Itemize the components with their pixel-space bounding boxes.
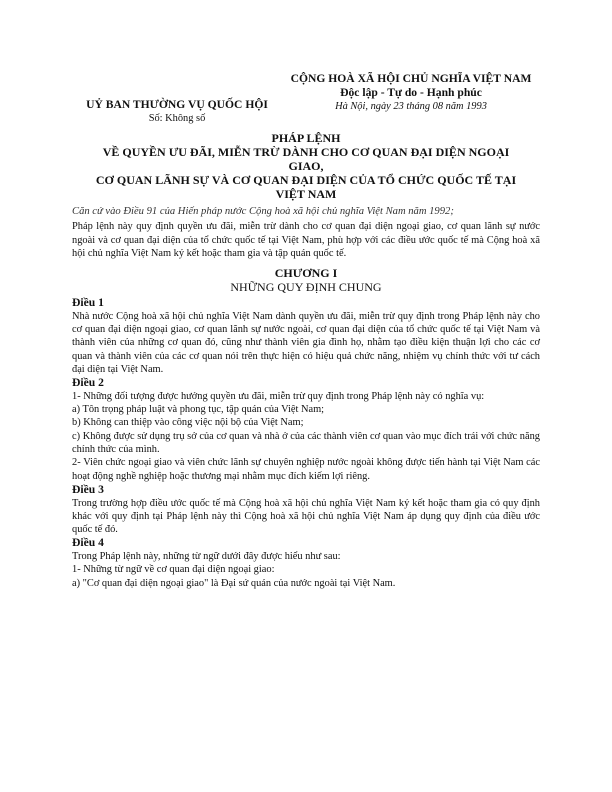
article-2-point-a: a) Tôn trọng pháp luật và phong tục, tập quán của Việt Nam; (72, 404, 325, 416)
document-page (72, 72, 540, 590)
document-type: PHÁP LỆNH (271, 131, 341, 145)
article-3-heading: Điều 3 (72, 482, 104, 496)
preamble-paragraph: Pháp lệnh này quy định quyền ưu đãi, miễn trừ dành cho cơ quan đại diện ngoại giao, cơ quan lãnh sự nước ngoài và cơ quan đại diện của tổ chức quốc tế tại Việt Nam, phù hợp với các điều ước quốc tế mà Cộng hoà xã hội chủ nghĩa Việt Nam ký kết hoặc tham gia và tập quán quốc tế. (72, 221, 540, 259)
article-4-heading: Điều 4 (72, 536, 104, 550)
country-name: CỘNG HOÀ XÃ HỘI CHỦ NGHĨA VIỆT NAM (290, 72, 532, 85)
article-1-heading: Điều 1 (72, 296, 104, 310)
article-2-clause-1: 1- Những đối tượng được hưởng quyền ưu đãi, miễn trừ quy định trong Pháp lệnh này có nghĩa vụ: (72, 390, 485, 402)
document-number: Số: Không số (148, 112, 206, 124)
national-heading-block (282, 72, 540, 125)
issue-date: Hà Nội, ngày 23 tháng 08 năm 1993 (335, 100, 487, 112)
article-2-point-b: b) Không can thiệp vào công việc nội bộ của Việt Nam; (72, 417, 304, 429)
title-line-1: VỀ QUYỀN ƯU ĐÃI, MIỄN TRỪ DÀNH CHO CƠ QUAN ĐẠI DIỆN NGOẠI GIAO, (102, 145, 510, 173)
article-2-point-c: c) Không được sử dụng trụ sở của cơ quan và nhà ở của các thành viên cơ quan vào mục đích trái với chức năng chính thức của mình. (72, 430, 540, 456)
article-1-text: Nhà nước Cộng hoà xã hội chủ nghĩa Việt Nam dành quyền ưu đãi, miễn trừ quy định trong Pháp lệnh này cho cơ quan đại diện ngoại giao, cơ quan lãnh sự nước ngoài, cơ quan đại diện của tổ chức quốc tế tại Việt Nam và thành viên của những cơ quan đó, cũng như thành viên gia đình họ, nhằm tạo điều kiện thuận lợi cho các cơ quan và thành viên của các cơ quan nói trên thực hiện có hiệu quả chức năng, nhiệm vụ chính thức với tư cách đại diện tại Việt Nam. (72, 310, 540, 375)
document-header (72, 72, 540, 125)
article-2-heading: Điều 2 (72, 376, 104, 390)
national-motto: Độc lập - Tự do - Hạnh phúc (340, 85, 482, 99)
article-2-clause-2: 2- Viên chức ngoại giao và viên chức lãnh sự chuyên nghiệp nước ngoài không được tiến hành tại Việt Nam các hoạt động nghề nghiệp hoặc thương mại nhằm mục đích kiếm lợi riêng. (72, 457, 540, 482)
title-line-2: CƠ QUAN LÃNH SỰ VÀ CƠ QUAN ĐẠI DIỆN CỦA TỔ CHỨC QUỐC TẾ TẠI VIỆT NAM (95, 173, 517, 201)
chapter-title: NHỮNG QUY ĐỊNH CHUNG (230, 280, 382, 295)
document-title (72, 131, 540, 201)
issuer-name: UỶ BAN THƯỜNG VỤ QUỐC HỘI (86, 98, 268, 111)
issuer-block (72, 72, 282, 125)
article-3-text: Trong trường hợp điều ước quốc tế mà Cộng hoà xã hội chủ nghĩa Việt Nam ký kết hoặc tham gia có quy định khác với quy định tại Pháp lệnh này thì Cộng hoà xã hội chủ nghĩa Việt Nam áp dụng quy định của điều ước quốc tế đó. (72, 497, 540, 536)
article-4-clause-1: 1- Những từ ngữ về cơ quan đại diện ngoại giao: (72, 564, 275, 576)
chapter-number: CHƯƠNG I (274, 266, 338, 281)
article-4-intro: Trong Pháp lệnh này, những từ ngữ dưới đây được hiểu như sau: (72, 551, 341, 563)
legal-basis: Căn cứ vào Điều 91 của Hiến pháp nước Cộng hoà xã hội chủ nghĩa Việt Nam năm 1992; (72, 206, 454, 217)
article-4-point-a: a) "Cơ quan đại diện ngoại giao" là Đại sứ quán của nước ngoài tại Việt Nam. (72, 577, 396, 589)
